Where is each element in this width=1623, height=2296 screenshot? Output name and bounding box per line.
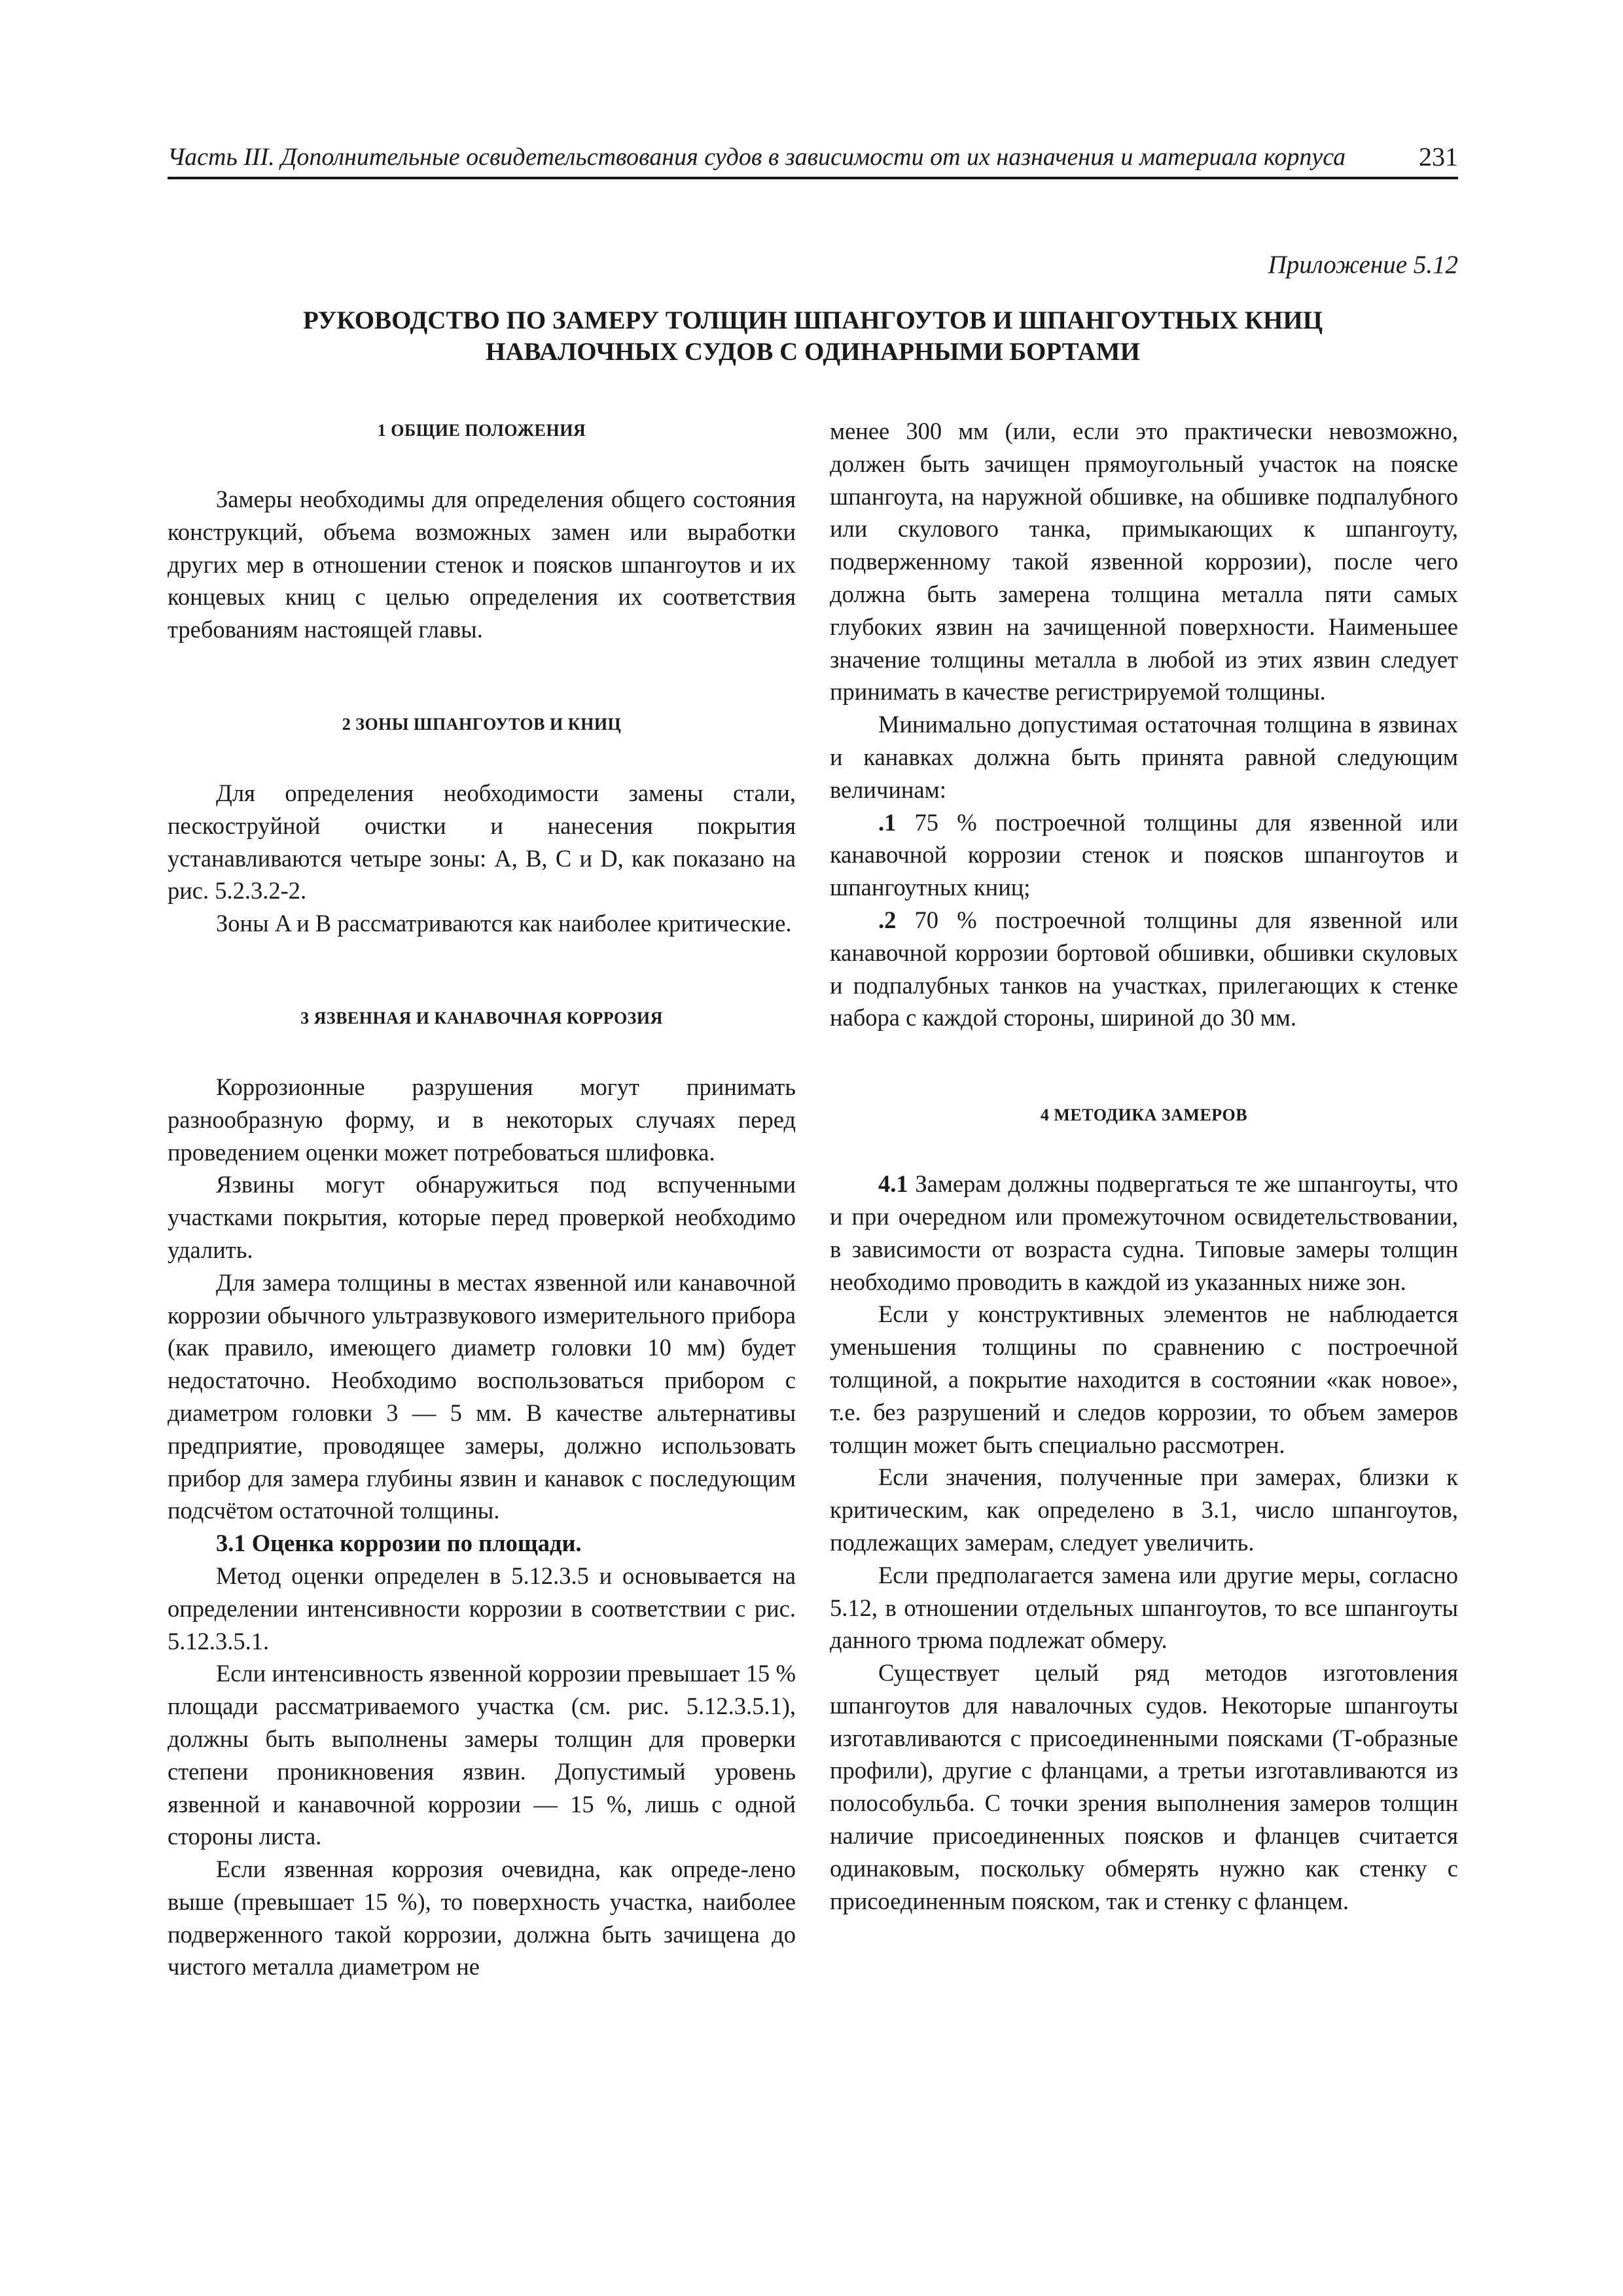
minimum-thickness-paragraph: Минимально допустимая остаточная толщина в язвинах и канавках должна быть принята равной следующим величинам: <box>830 711 1458 803</box>
section-4-paragraph-5: Существует целый ряд методов изготовления шпангоутов для навалочных судов. Некоторые шпангоуты изготавливаются с присоединенными поясками (Т-образные профили), другие с фланцами, а третьи изготавливаются из полособульба. С точки зрения выполнения замеров толщин наличие присоединенных поясков и фланцев считается одинаковым, поскольку обмерять нужно как стенку с присоединенным пояском, так и стенку с фланцем. <box>830 1659 1458 1914</box>
clause-4-1-text: Замерам должны подвергаться те же шпангоуты, что и при очередном или промежуточном освидетельствовании, в зависимости от возраста судна. Типовые замеры толщин необходимо проводить в каждой из указанных ниже зон. <box>830 1170 1458 1295</box>
document-title <box>168 305 1458 368</box>
section-3-paragraph-1: Коррозионные разрушения могут принимать разнообразную форму, и в некоторых случаях перед проведением оценки может потребоваться шлифовка. <box>168 1073 796 1166</box>
left-column <box>168 415 796 1983</box>
section-3-heading: 3 ЯЗВЕННАЯ И КАНАВОЧНАЯ КОРРОЗИЯ <box>300 1008 663 1028</box>
right-column <box>830 415 1458 1917</box>
appendix-label: Приложение 5.12 <box>1268 251 1458 279</box>
section-2-paragraph-2: Зоны A и B рассматриваются как наиболее критические. <box>216 910 792 937</box>
document-title-line-1: РУКОВОДСТВО ПО ЗАМЕРУ ТОЛЩИН ШПАНГОУТОВ И ШПАНГОУТНЫХ КНИЦ <box>302 306 1323 334</box>
continued-paragraph: менее 300 мм (или, если это практически невозможно, должен быть зачищен прямоугольный участок на пояске шпангоута, на наружной обшивке, на обшивке подпалубного или скулового танка, примыкающих к шпангоуту, подверженному такой язвенной коррозии), после чего должна быть замерена толщина металла пяти самых глубоких язвин на зачищенной поверхности. Наименьшее значение толщины металла в любой из этих язвин следует принимать в качестве регистрируемой толщины. <box>830 418 1458 706</box>
running-title: Часть III. Дополнительные освидетельствования судов в зависимости от их назначения и материала корпуса <box>168 143 1346 171</box>
list-item-1 <box>830 806 1458 904</box>
list-item-2-number: .2 <box>878 906 897 933</box>
section-3-paragraph-2: Язвины могут обнаружиться под вспученными участками покрытия, которые перед проверкой необходимо удалить. <box>168 1171 796 1263</box>
section-3-paragraph-3: Для замера толщины в местах язвенной или канавочной коррозии обычного ультразвукового измерительного прибора (как правило, имеющего диаметр головки 10 мм) будет недостаточно. Необходимо воспользоваться прибором с диаметром головки 3 — 5 мм. В качестве альтернативы предприятие, проводящее замеры, должно использовать прибор для замера глубины язвин и канавок с последующим подсчётом остаточной толщины. <box>168 1268 796 1524</box>
section-4-paragraph-4: Если предполагается замена или другие меры, согласно 5.12, в отношении отдельных шпангоутов, то все шпангоуты данного трюма подлежат обмеру. <box>830 1561 1458 1654</box>
page-number: 231 <box>1419 142 1458 171</box>
list-item-1-text: 75 % построечной толщины для язвенной или канавочной коррозии стенок и поясков шпангоутов и шпангоутных книц; <box>830 808 1458 901</box>
section-1-heading: 1 ОБЩИЕ ПОЛОЖЕНИЯ <box>377 421 586 440</box>
section-3-paragraph-4: Метод оценки определен в 5.12.3.5 и основывается на определении интенсивности коррозии в соответствии с рис. 5.12.3.5.1. <box>168 1562 796 1655</box>
running-header <box>168 143 1458 179</box>
section-3-paragraph-5: Если интенсивность язвенной коррозии превышает 15 % площади рассматриваемого участка (см. рис. 5.12.3.5.1), должны быть выполнены замеры толщин для проверки степени проникновения язвин. Допустимый уровень язвенной и канавочной коррозии — 15 %, лишь с одной стороны листа. <box>168 1660 796 1850</box>
section-4-paragraph-3: Если значения, полученные при замерах, близки к критическим, как определено в 3.1, число шпангоутов, подлежащих замерам, следует увеличить. <box>830 1463 1458 1556</box>
section-3-paragraph-6: Если язвенная коррозия очевидна, как опреде-лено выше (превышает 15 %), то поверхность участка, наиболее подверженного такой коррозии, должна быть зачищена до чистого металла диаметром не <box>168 1856 796 1981</box>
section-4-heading: 4 МЕТОДИКА ЗАМЕРОВ <box>1040 1105 1248 1125</box>
document-title-line-2: НАВАЛОЧНЫХ СУДОВ С ОДИНАРНЫМИ БОРТАМИ <box>486 338 1140 366</box>
section-4-paragraph-1 <box>830 1168 1458 1298</box>
list-item-2-text: 70 % построечной толщины для язвенной или канавочной коррозии бортовой обшивки, обшивки скуловых и подпалубных танков на участках, прилегающих к стенке набора с каждой стороны, шириной до 30 мм. <box>830 906 1458 1031</box>
section-2-paragraph-1: Для определения необходимости замены стали, пескоструйной очистки и нанесения покрытия устанавливаются четыре зоны: A, B, C и D, как показано на рис. 5.2.3.2-2. <box>168 779 796 905</box>
section-4-paragraph-2: Если у конструктивных элементов не наблюдается уменьшения толщины по сравнению с построечной толщиной, а покрытие находится в состоянии «как новое», т.е. без разрушений и следов коррозии, то объем замеров толщин может быть специально рассмотрен. <box>830 1300 1458 1458</box>
list-item-1-number: .1 <box>878 808 897 836</box>
section-1-paragraph: Замеры необходимы для определения общего состояния конструкций, объема возможных замен или выработки других мер в отношении стенок и поясков шпангоутов и их концевых книц с целью определения их соответствия требованиям настоящей главы. <box>168 486 796 643</box>
subsection-3-1-heading: 3.1 Оценка коррозии по площади. <box>216 1530 582 1557</box>
list-item-2 <box>830 904 1458 1034</box>
section-2-heading: 2 ЗОНЫ ШПАНГОУТОВ И КНИЦ <box>342 714 622 734</box>
clause-4-1-number: 4.1 <box>878 1170 908 1198</box>
